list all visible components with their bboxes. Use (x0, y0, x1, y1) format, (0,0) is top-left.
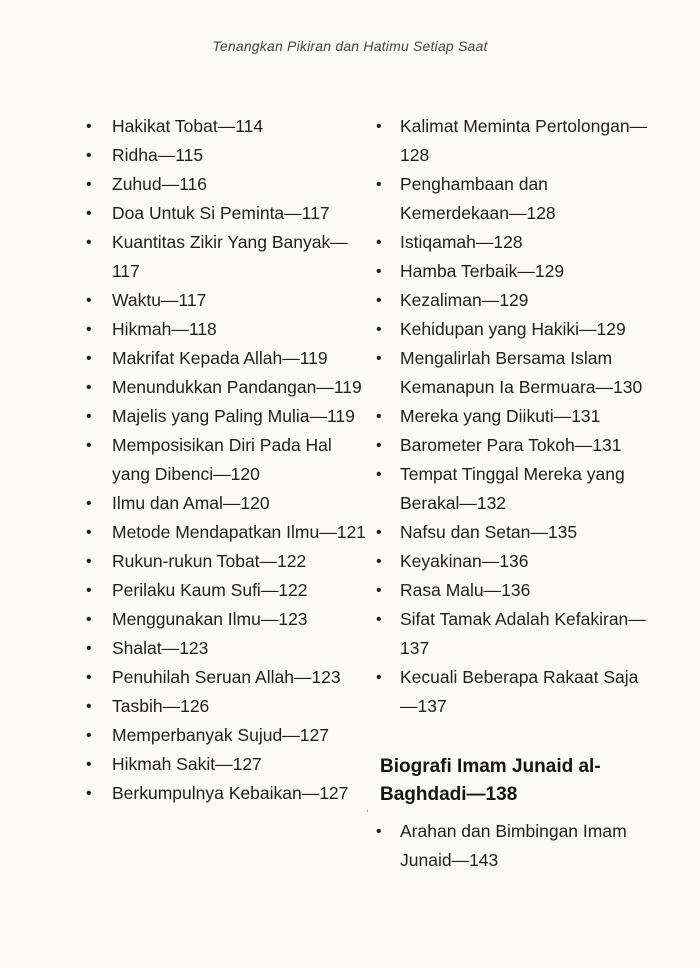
bullet-icon: • (376, 176, 382, 193)
toc-right-column (374, 112, 650, 875)
bullet-icon: • (86, 234, 92, 251)
bullet-icon: • (376, 292, 382, 309)
toc-entry (84, 489, 366, 518)
bullet-icon: • (376, 611, 382, 628)
toc-entry-text: Penghambaan dan Kemerdekaan—128 (400, 174, 556, 223)
toc-entry (84, 344, 366, 373)
toc-entry-text: Tasbih—126 (112, 696, 210, 716)
toc-entry (84, 286, 366, 315)
toc-entry (84, 692, 366, 721)
bullet-icon: • (86, 582, 92, 599)
toc-entry (374, 605, 650, 663)
toc-entry-text: Hamba Terbaik—129 (400, 261, 565, 281)
toc-entry-text: Doa Untuk Si Peminta—117 (112, 203, 330, 223)
bullet-icon: • (86, 785, 92, 802)
bullet-icon: • (376, 553, 382, 570)
bullet-icon: • (376, 437, 382, 454)
toc-entry-text: Kecuali Beberapa Rakaat Saja—137 (400, 667, 639, 716)
toc-entry (84, 315, 366, 344)
toc-entry-text: Majelis yang Paling Mulia—119 (112, 406, 355, 426)
toc-list-right (374, 112, 650, 721)
bullet-icon: • (86, 727, 92, 744)
toc-entry-text: Arahan dan Bimbingan Imam Junaid—143 (400, 821, 627, 870)
bullet-icon: • (376, 321, 382, 338)
toc-entry (374, 315, 650, 344)
toc-entry-text: Hakikat Tobat—114 (112, 116, 264, 136)
toc-entry-text: Kehidupan yang Hakiki—129 (400, 319, 626, 339)
toc-entry (374, 460, 650, 518)
toc-entry (84, 576, 366, 605)
toc-entry-text: Kezaliman—129 (400, 290, 529, 310)
bullet-icon: • (86, 176, 92, 193)
bullet-icon: • (376, 408, 382, 425)
bullet-icon: • (86, 611, 92, 628)
bullet-icon: • (86, 350, 92, 367)
section-list (374, 817, 650, 875)
toc-entry-text: Menggunakan Ilmu—123 (112, 609, 308, 629)
bullet-icon: • (86, 147, 92, 164)
toc-entry (84, 170, 366, 199)
toc-entry (374, 518, 650, 547)
toc-entry (374, 170, 650, 228)
stray-mark: ʿ (365, 807, 370, 823)
toc-entry (374, 257, 650, 286)
bullet-icon: • (86, 524, 92, 541)
bullet-icon: • (376, 524, 382, 541)
bullet-icon: • (86, 640, 92, 657)
toc-entry (374, 576, 650, 605)
bullet-icon: • (86, 205, 92, 222)
bullet-icon: • (86, 669, 92, 686)
toc-entry (84, 605, 366, 634)
toc-entry (374, 112, 650, 170)
toc-entry-text: Barometer Para Tokoh—131 (400, 435, 622, 455)
toc-entry (84, 112, 366, 141)
bullet-icon: • (376, 234, 382, 251)
toc-entry (374, 228, 650, 257)
toc-entry-text: Rukun-rukun Tobat—122 (112, 551, 307, 571)
toc-entry (84, 721, 366, 750)
bullet-icon: • (376, 466, 382, 483)
toc-entry (84, 547, 366, 576)
toc-list-left (84, 112, 366, 808)
toc-entry-text: Kalimat Meminta Pertolongan—128 (400, 116, 648, 165)
toc-entry-text: Metode Mendapatkan Ilmu—121 (112, 522, 366, 542)
bullet-icon: • (86, 756, 92, 773)
toc-entry-text: Mengalirlah Bersama Islam Kemanapun Ia Bermuara—130 (400, 348, 643, 397)
section-title: Biografi Imam Junaid al-Baghdadi—138 (380, 756, 601, 805)
toc-entry (84, 779, 366, 808)
toc-entry-text: Menundukkan Pandangan—119 (112, 377, 362, 397)
toc-entry-text: Ilmu dan Amal—120 (112, 493, 270, 513)
bullet-icon: • (86, 408, 92, 425)
toc-entry (374, 344, 650, 402)
toc-entry-text: Rasa Malu—136 (400, 580, 531, 600)
bullet-icon: • (376, 582, 382, 599)
toc-entry (84, 431, 366, 489)
toc-left-column (84, 112, 366, 808)
toc-entry-text: Hikmah—118 (112, 319, 217, 339)
toc-entry-text: Kuantitas Zikir Yang Banyak—117 (112, 232, 348, 281)
toc-entry (374, 431, 650, 460)
toc-entry-text: Zuhud—116 (112, 174, 208, 194)
toc-entry-text: Keyakinan—136 (400, 551, 529, 571)
toc-entry (84, 402, 366, 431)
bullet-icon: • (86, 495, 92, 512)
toc-entry (84, 141, 366, 170)
toc-entry (84, 228, 366, 286)
toc-entry-text: Shalat—123 (112, 638, 209, 658)
bullet-icon: • (376, 669, 382, 686)
toc-entry-text: Berkumpulnya Kebaikan—127 (112, 783, 349, 803)
toc-entry (374, 547, 650, 576)
toc-entry-text: Nafsu dan Setan—135 (400, 522, 578, 542)
bullet-icon: • (86, 553, 92, 570)
bullet-icon: • (376, 823, 382, 840)
toc-entry (84, 663, 366, 692)
toc-entry (84, 750, 366, 779)
bullet-icon: • (376, 118, 382, 135)
bullet-icon: • (86, 437, 92, 454)
toc-entry-text: Ridha—115 (112, 145, 204, 165)
toc-entry (374, 663, 650, 721)
toc-entry-text: Perilaku Kaum Sufi—122 (112, 580, 308, 600)
running-head: Tenangkan Pikiran dan Hatimu Setiap Saat (212, 38, 488, 54)
toc-entry-text: Tempat Tinggal Mereka yang Berakal—132 (400, 464, 625, 513)
bullet-icon: • (86, 321, 92, 338)
toc-entry-text: Memperbanyak Sujud—127 (112, 725, 329, 745)
toc-entry (84, 634, 366, 663)
toc-entry-text: Istiqamah—128 (400, 232, 523, 252)
toc-entry-text: Waktu—117 (112, 290, 207, 310)
toc-entry-text: Penuhilah Seruan Allah—123 (112, 667, 341, 687)
toc-entry (84, 199, 366, 228)
toc-entry (374, 286, 650, 315)
toc-entry-text: Mereka yang Diikuti—131 (400, 406, 601, 426)
toc-entry (374, 402, 650, 431)
bullet-icon: • (86, 379, 92, 396)
bullet-icon: • (86, 292, 92, 309)
bullet-icon: • (86, 118, 92, 135)
bullet-icon: • (86, 698, 92, 715)
toc-entry-text: Sifat Tamak Adalah Kefakiran—137 (400, 609, 646, 658)
toc-entry-text: Hikmah Sakit—127 (112, 754, 262, 774)
toc-entry (84, 518, 366, 547)
bullet-icon: • (376, 263, 382, 280)
toc-entry (84, 373, 366, 402)
toc-entry-text: Makrifat Kepada Allah—119 (112, 348, 328, 368)
bullet-icon: • (376, 350, 382, 367)
toc-entry-text: Memposisikan Diri Pada Hal yang Dibenci—120 (112, 435, 332, 484)
toc-entry (374, 817, 650, 875)
